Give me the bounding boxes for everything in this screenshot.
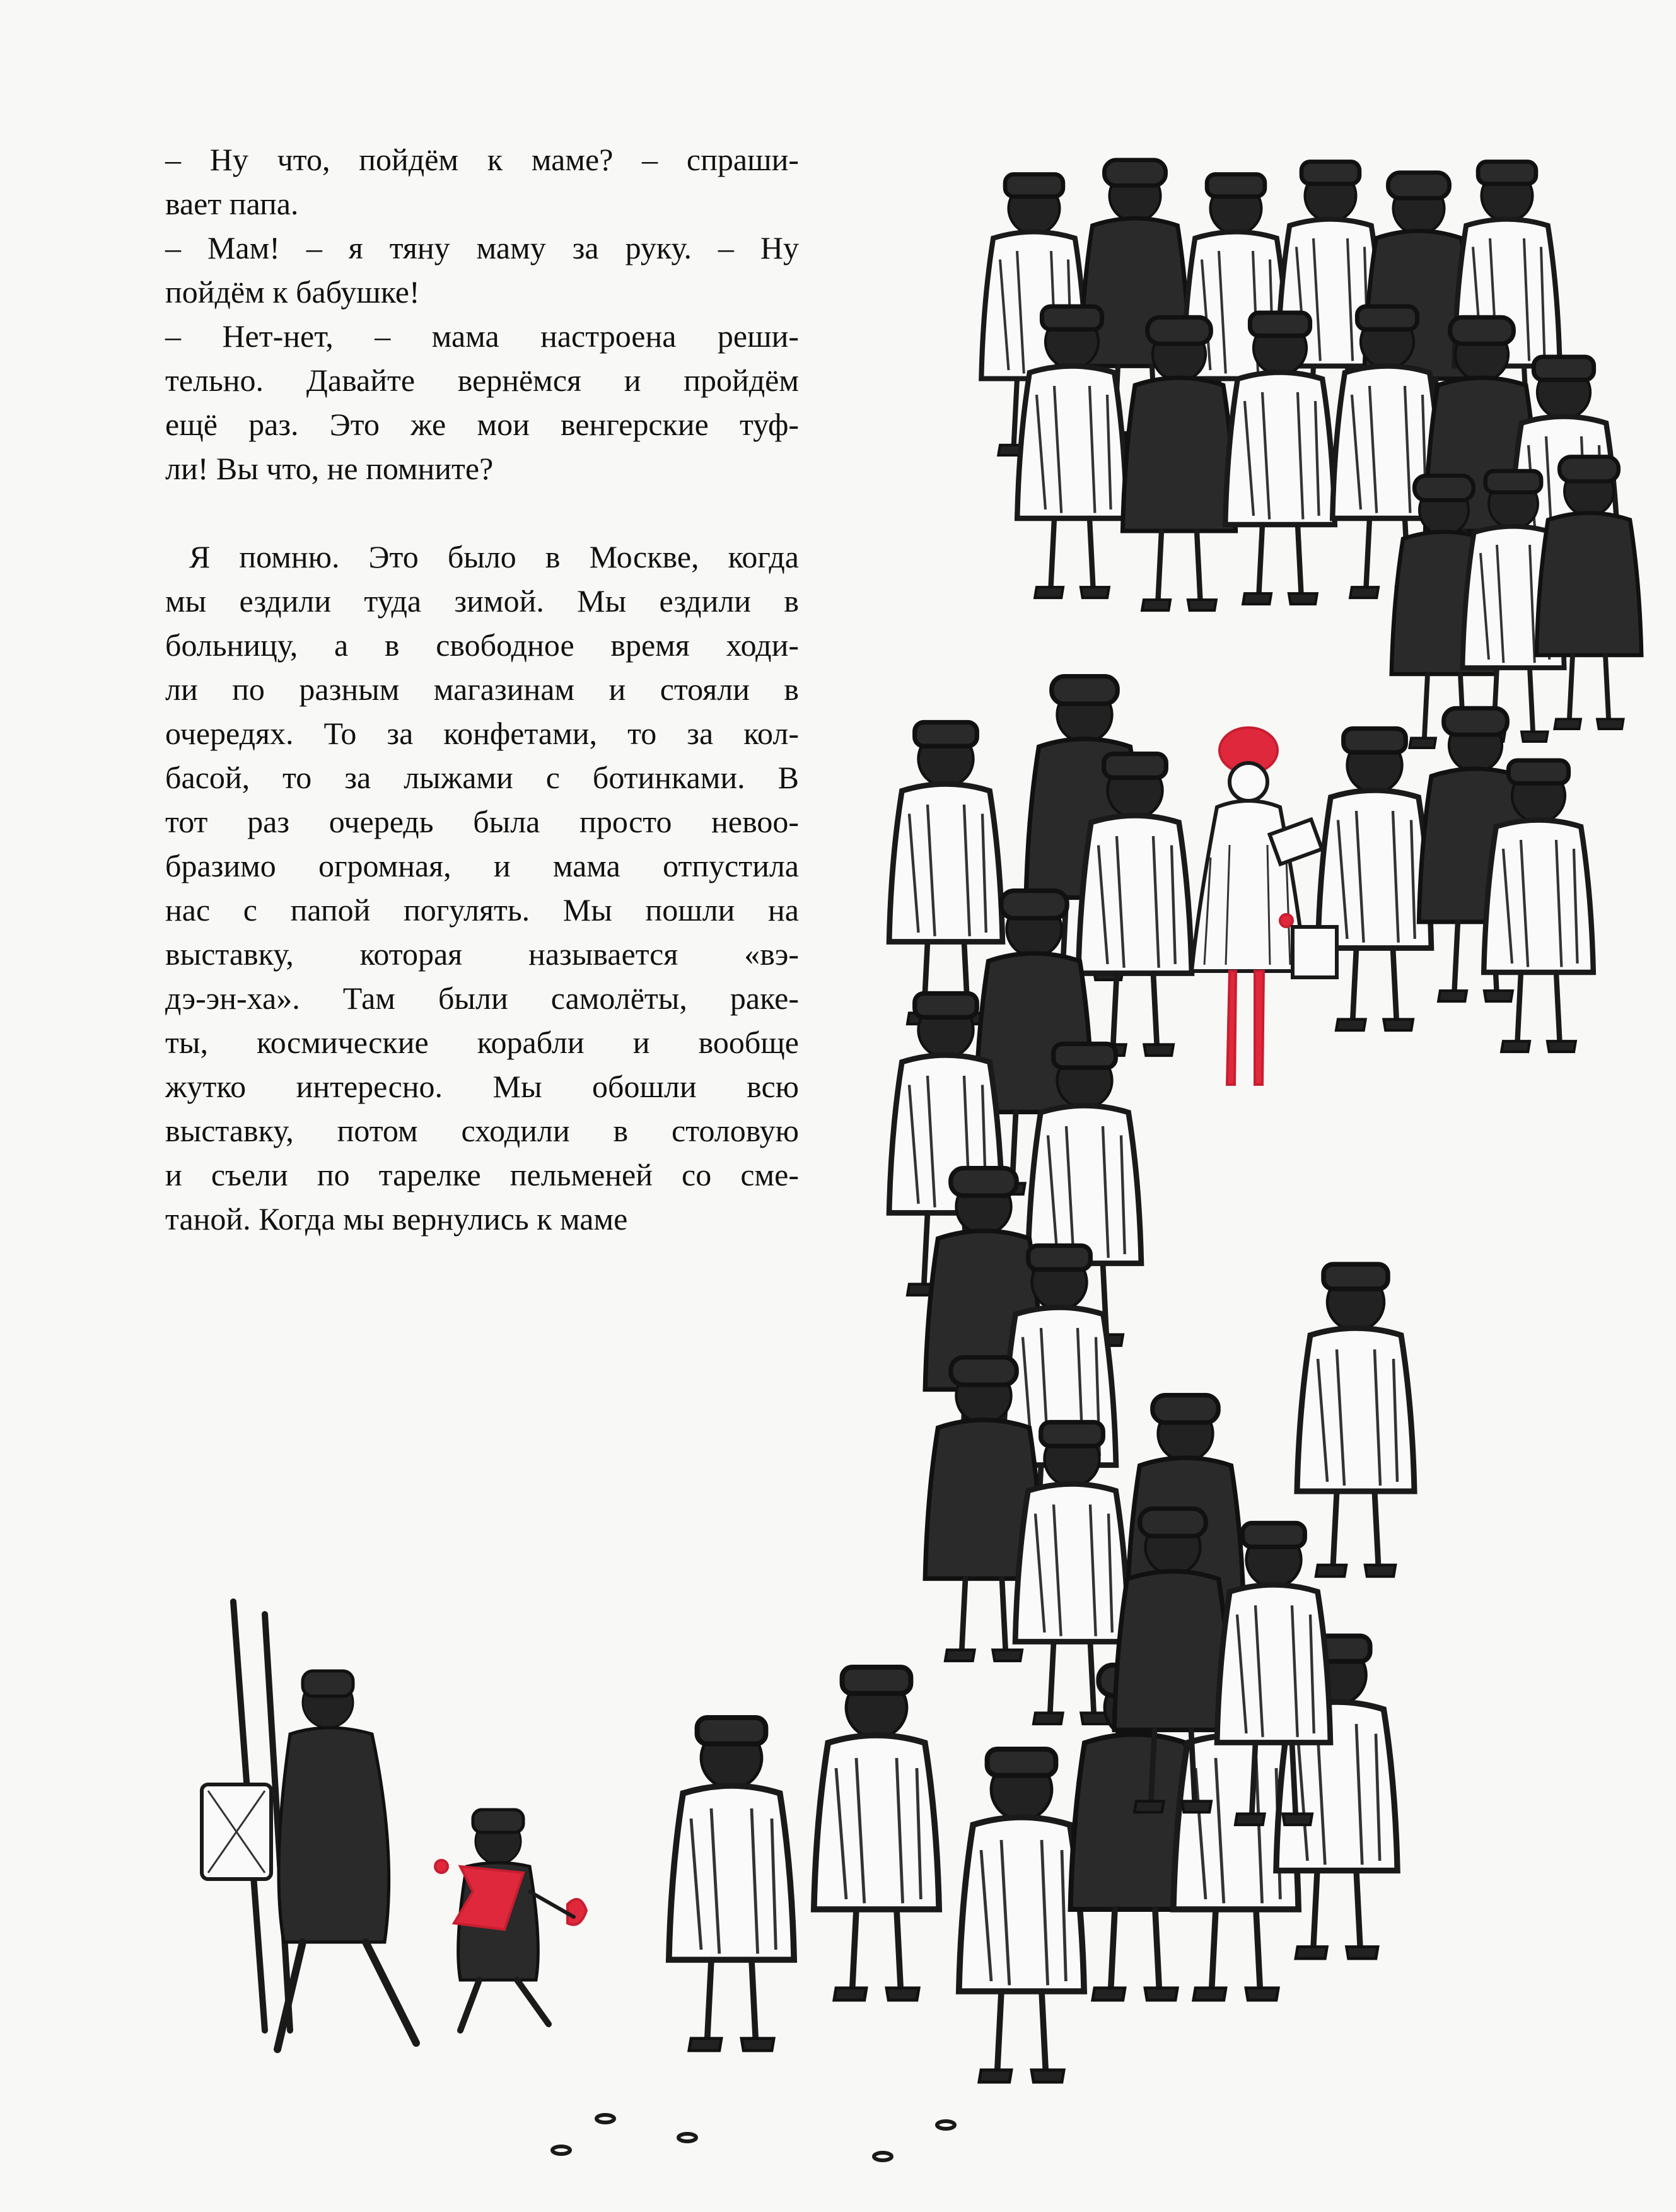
- crowd-bottom: [669, 1509, 1397, 2082]
- crowd-middle: [889, 677, 1593, 1724]
- text-line: таной. Когда мы вернулись к маме: [165, 1201, 628, 1237]
- text-line: Я помню. Это было в Москве, когда: [189, 539, 799, 574]
- footprints: [552, 2115, 955, 2160]
- story-text: [165, 137, 799, 1241]
- text-line: мы ездили туда зимой. Мы ездили в: [165, 583, 799, 619]
- text-line: больницу, а в свободное время ходи-: [165, 627, 799, 663]
- text-line: – Мам! – я тяну маму за руку. – Ну: [165, 230, 799, 265]
- text-line: бразимо огромная, и мама отпустила: [165, 848, 799, 883]
- paragraph-memory: [165, 535, 799, 1241]
- text-line: ли! Вы что, не помните?: [165, 451, 494, 486]
- paragraph-gap: [165, 491, 799, 535]
- text-line: нас с папой погулять. Мы пошли на: [165, 892, 799, 928]
- text-line: тельно. Давайте вернёмся и пройдём: [165, 363, 799, 398]
- child-red-scarf-figure: [435, 1810, 586, 2030]
- text-line: и съели по тарелке пельменей со сме-: [165, 1157, 799, 1192]
- text-line: жутко интересно. Мы обошли всю: [165, 1069, 799, 1104]
- text-line: вает папа.: [165, 186, 299, 221]
- text-line: выставку, которая называется «вэ-: [165, 936, 799, 972]
- text-line: ещё раз. Это же мои венгерские туф-: [165, 407, 799, 442]
- papa-with-skis-figure: [202, 1602, 416, 2049]
- text-line: пойдём к бабушке!: [165, 274, 420, 310]
- text-line: – Ну что, пойдём к маме? – спраши-: [165, 142, 799, 177]
- text-line: выставку, потом сходили в столовую: [165, 1113, 799, 1148]
- text-line: ты, космические корабли и вообще: [165, 1025, 799, 1060]
- text-line: дэ-эн-ха». Там были самолёты, раке-: [165, 981, 799, 1016]
- text-line: очередях. То за конфетами, то за кол-: [165, 716, 799, 751]
- text-line: ли по разным магазинам и стояли в: [165, 672, 799, 707]
- paragraph-dialogue: [165, 137, 799, 491]
- crowd-top: [981, 160, 1641, 748]
- text-line: – Нет-нет, – мама настроена реши-: [165, 318, 799, 354]
- text-line: басой, то за лыжами с ботинками. В: [165, 760, 799, 795]
- mama-red-hat-figure: [1192, 728, 1337, 1085]
- text-line: тот раз очередь была просто невоо-: [165, 804, 799, 839]
